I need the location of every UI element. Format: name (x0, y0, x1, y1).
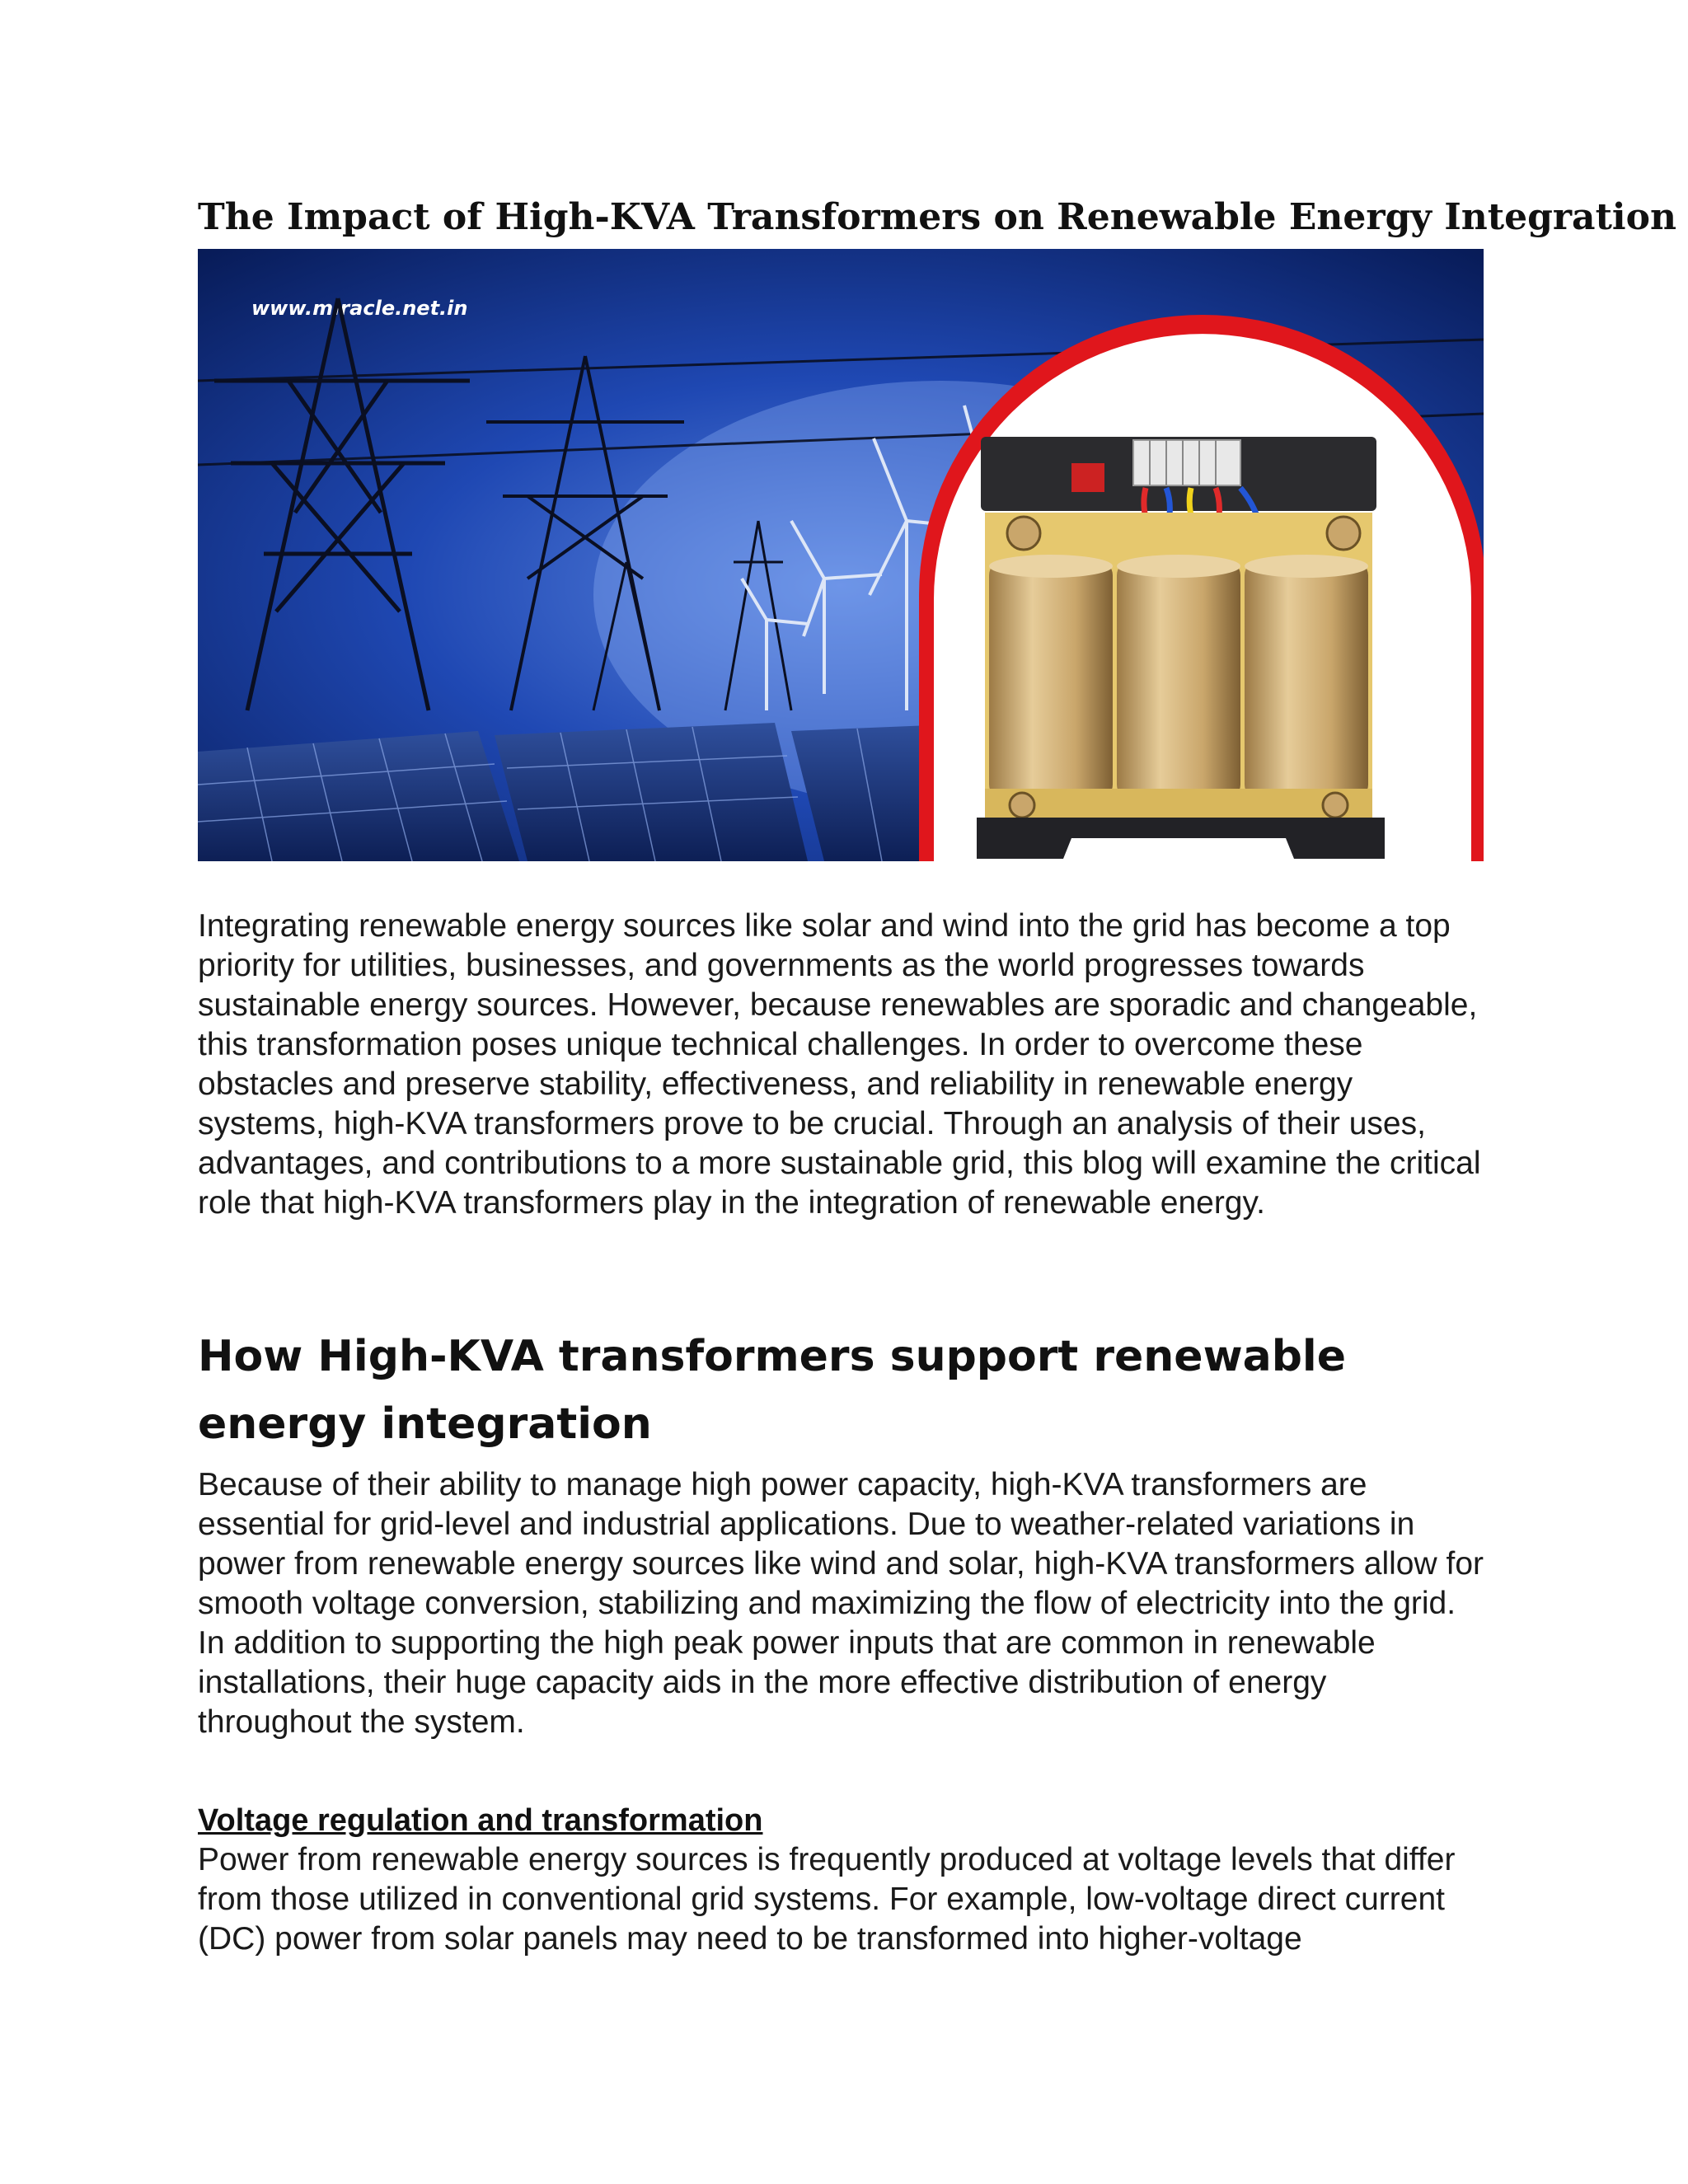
transformer-image (977, 437, 1385, 859)
intro-paragraph: Integrating renewable energy sources like solar and wind into the grid has become a top priority for utilities, businesses, and governments as the world progresses towards sustainable energy sources. However, because renewables are sporadic and changeable, this transformation poses unique technical challenges. In order to overcome these obstacles and preserve stability, effectiveness, and reliability in renewable energy systems, high-KVA transformers prove to be crucial. Through an analysis of their uses, advantages, and contributions to a more sustainable grid, this blog will examine the critical role that high-KVA transformers play in the integration of renewable energy. (198, 908, 1481, 1221)
hero-watermark: www.miracle.net.in (251, 297, 468, 320)
hero-image (198, 249, 1484, 861)
subsection-paragraph: Power from renewable energy sources is frequently produced at voltage levels that differ from those utilized in conventional grid systems. For example, low-voltage direct current (DC) power from solar panels may need to be transformed into higher-voltage (198, 1842, 1456, 1957)
section-paragraph: Because of their ability to manage high power capacity, high-KVA transformers are essential for grid-level and industrial applications. Due to weather-related variations in power from renewable energy sources like wind and solar, high-KVA transformers allow for smooth voltage conversion, stabilizing and maximizing the flow of electricity into the grid. In addition to supporting the high peak power inputs that are common in renewable installations, their huge capacity aids in the more effective distribution of energy throughout the system. (198, 1467, 1484, 1740)
document-title: The Impact of High-KVA Transformers on Renewable Energy Integration (198, 196, 1676, 238)
subsection-heading: Voltage regulation and transformation (198, 1803, 763, 1838)
solar-panels (198, 723, 1014, 861)
section-heading: How High-KVA transformers support renewable energy integration (198, 1332, 1347, 1449)
